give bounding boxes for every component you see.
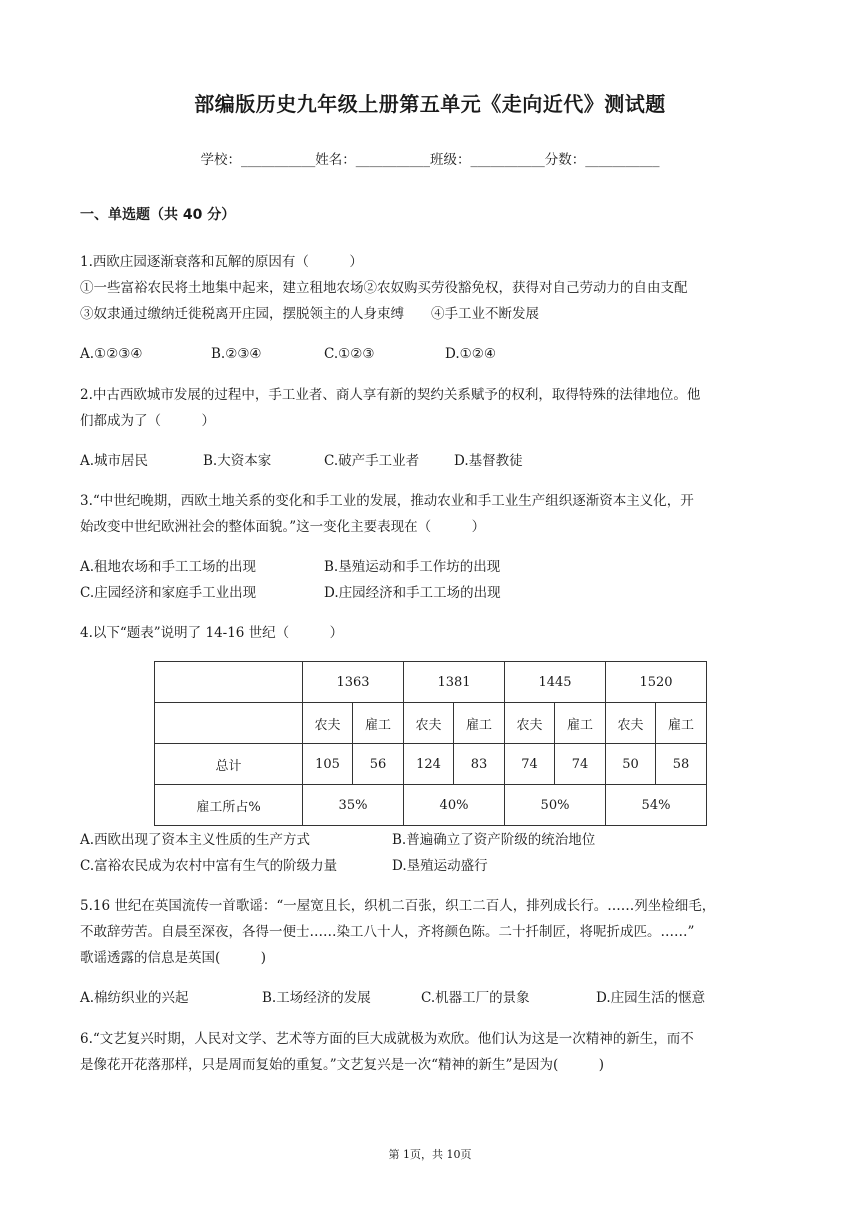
table-row [155,703,707,744]
q1-statement-line: ①一些富裕农民将土地集中起来，建立租地农场②农奴购买劳役豁免权，获得对自己劳动力的自由支配 [80,280,688,296]
q5-option-d: D.庄园生活的惬意 [596,990,706,1006]
q3-option-c: C.庄园经济和家庭手工业出现 [80,585,257,601]
table-row [155,662,707,703]
q5-stem: 歌谣透露的信息是英国( ) [80,950,267,966]
year-header: 1381 [404,662,505,703]
q6-stem: 6.“文艺复兴时期，人民对文学、艺术等方面的巨大成就极为欢欣。他们认为这是一次精神的新生，而不 [80,1031,694,1047]
table-row [155,744,707,785]
page-footer: 第 1页，共 10页 [388,1148,472,1161]
sub-header: 雇工 [555,703,606,744]
q3-stem: 始改变中世纪欧洲社会的整体面貌。”这一变化主要表现在（ ） [80,519,486,535]
table-cell: 50% [505,785,606,826]
q1-statement-line: ③奴隶通过缴纳迁徙税离开庄园，摆脱领主的人身束缚 ④手工业不断发展 [80,306,539,322]
sub-header: 农夫 [303,703,353,744]
q5-option-a: A.棉纺织业的兴起 [80,990,189,1006]
q1-option-d: D.①②④ [445,346,496,362]
q4-option-b: B.普遍确立了资产阶级的统治地位 [392,832,596,848]
table-cell [155,703,303,744]
year-header: 1363 [303,662,404,703]
sub-header: 雇工 [656,703,707,744]
table-cell: 74 [505,744,555,785]
table-cell: 40% [404,785,505,826]
q2-stem: 2.中古西欧城市发展的过程中，手工业者、商人享有新的契约关系赋予的权利，取得特殊的法律地位。他 [80,387,701,403]
sub-header: 农夫 [606,703,656,744]
q3-option-d: D.庄园经济和手工工场的出现 [324,585,501,601]
table-row [155,785,707,826]
data-table [154,661,707,826]
q1-option-a: A.①②③④ [80,346,143,362]
q1-stem: 1.西欧庄园逐渐衰落和瓦解的原因有（ ） [80,254,363,270]
q4-option-a: A.西欧出现了资本主义性质的生产方式 [80,832,311,848]
year-header: 1445 [505,662,606,703]
q2-option-b: B.大资本家 [203,453,272,469]
q3-stem: 3.“中世纪晚期，西欧土地关系的变化和手工业的发展，推动农业和手工业生产组织逐渐资本主义化，开 [80,493,694,509]
sub-header: 雇工 [353,703,404,744]
q1-option-b: B.②③④ [211,346,262,362]
q5-option-c: C.机器工厂的景象 [421,990,530,1006]
q2-stem: 们都成为了（ ） [80,413,215,429]
q3-option-b: B.垦殖运动和手工作坊的出现 [324,559,501,575]
q5-stem: 5.16 世纪在英国流传一首歌谣：“一屋宽且长，织机二百张，织工二百人，排列成长行。……列坐检细毛， [80,898,716,914]
sub-header: 农夫 [404,703,454,744]
q3-option-a: A.租地农场和手工工场的出现 [80,559,257,575]
table-cell: 124 [404,744,454,785]
year-header: 1520 [606,662,707,703]
table-cell: 105 [303,744,353,785]
table-cell [155,662,303,703]
page-title: 部编版历史九年级上册第五单元《走向近代》测试题 [194,92,666,116]
q5-stem: 不敢辞劳苦。自晨至深夜，各得一便士……染工八十人，齐将颜色陈。二十扦制匠，将呢折成匹。……” [80,924,695,940]
table-cell: 56 [353,744,404,785]
student-info-line: 学校：___________姓名：___________班级：___________分数：___________ [200,152,660,168]
q2-option-d: D.基督教徒 [454,453,523,469]
table-cell: 58 [656,744,707,785]
table-cell: 54% [606,785,707,826]
q2-option-a: A.城市居民 [80,453,149,469]
row-label: 总计 [155,744,303,785]
sub-header: 雇工 [454,703,505,744]
q4-option-c: C.富裕农民成为农村中富有生气的阶级力量 [80,858,338,874]
row-label: 雇工所占% [155,785,303,826]
section-title: 一、单选题（共 40 分） [80,207,236,223]
q6-stem: 是像花开花落那样，只是周而复始的重复。”文艺复兴是一次“精神的新生”是因为( ) [80,1057,604,1073]
q4-stem: 4.以下“题表”说明了 14-16 世纪（ ） [80,625,344,641]
q1-option-c: C.①②③ [324,346,375,362]
table-cell: 74 [555,744,606,785]
q5-option-b: B.工场经济的发展 [262,990,371,1006]
table-cell: 83 [454,744,505,785]
q2-option-c: C.破产手工业者 [324,453,420,469]
sub-header: 农夫 [505,703,555,744]
q4-option-d: D.垦殖运动盛行 [392,858,488,874]
table-cell: 35% [303,785,404,826]
table-cell: 50 [606,744,656,785]
